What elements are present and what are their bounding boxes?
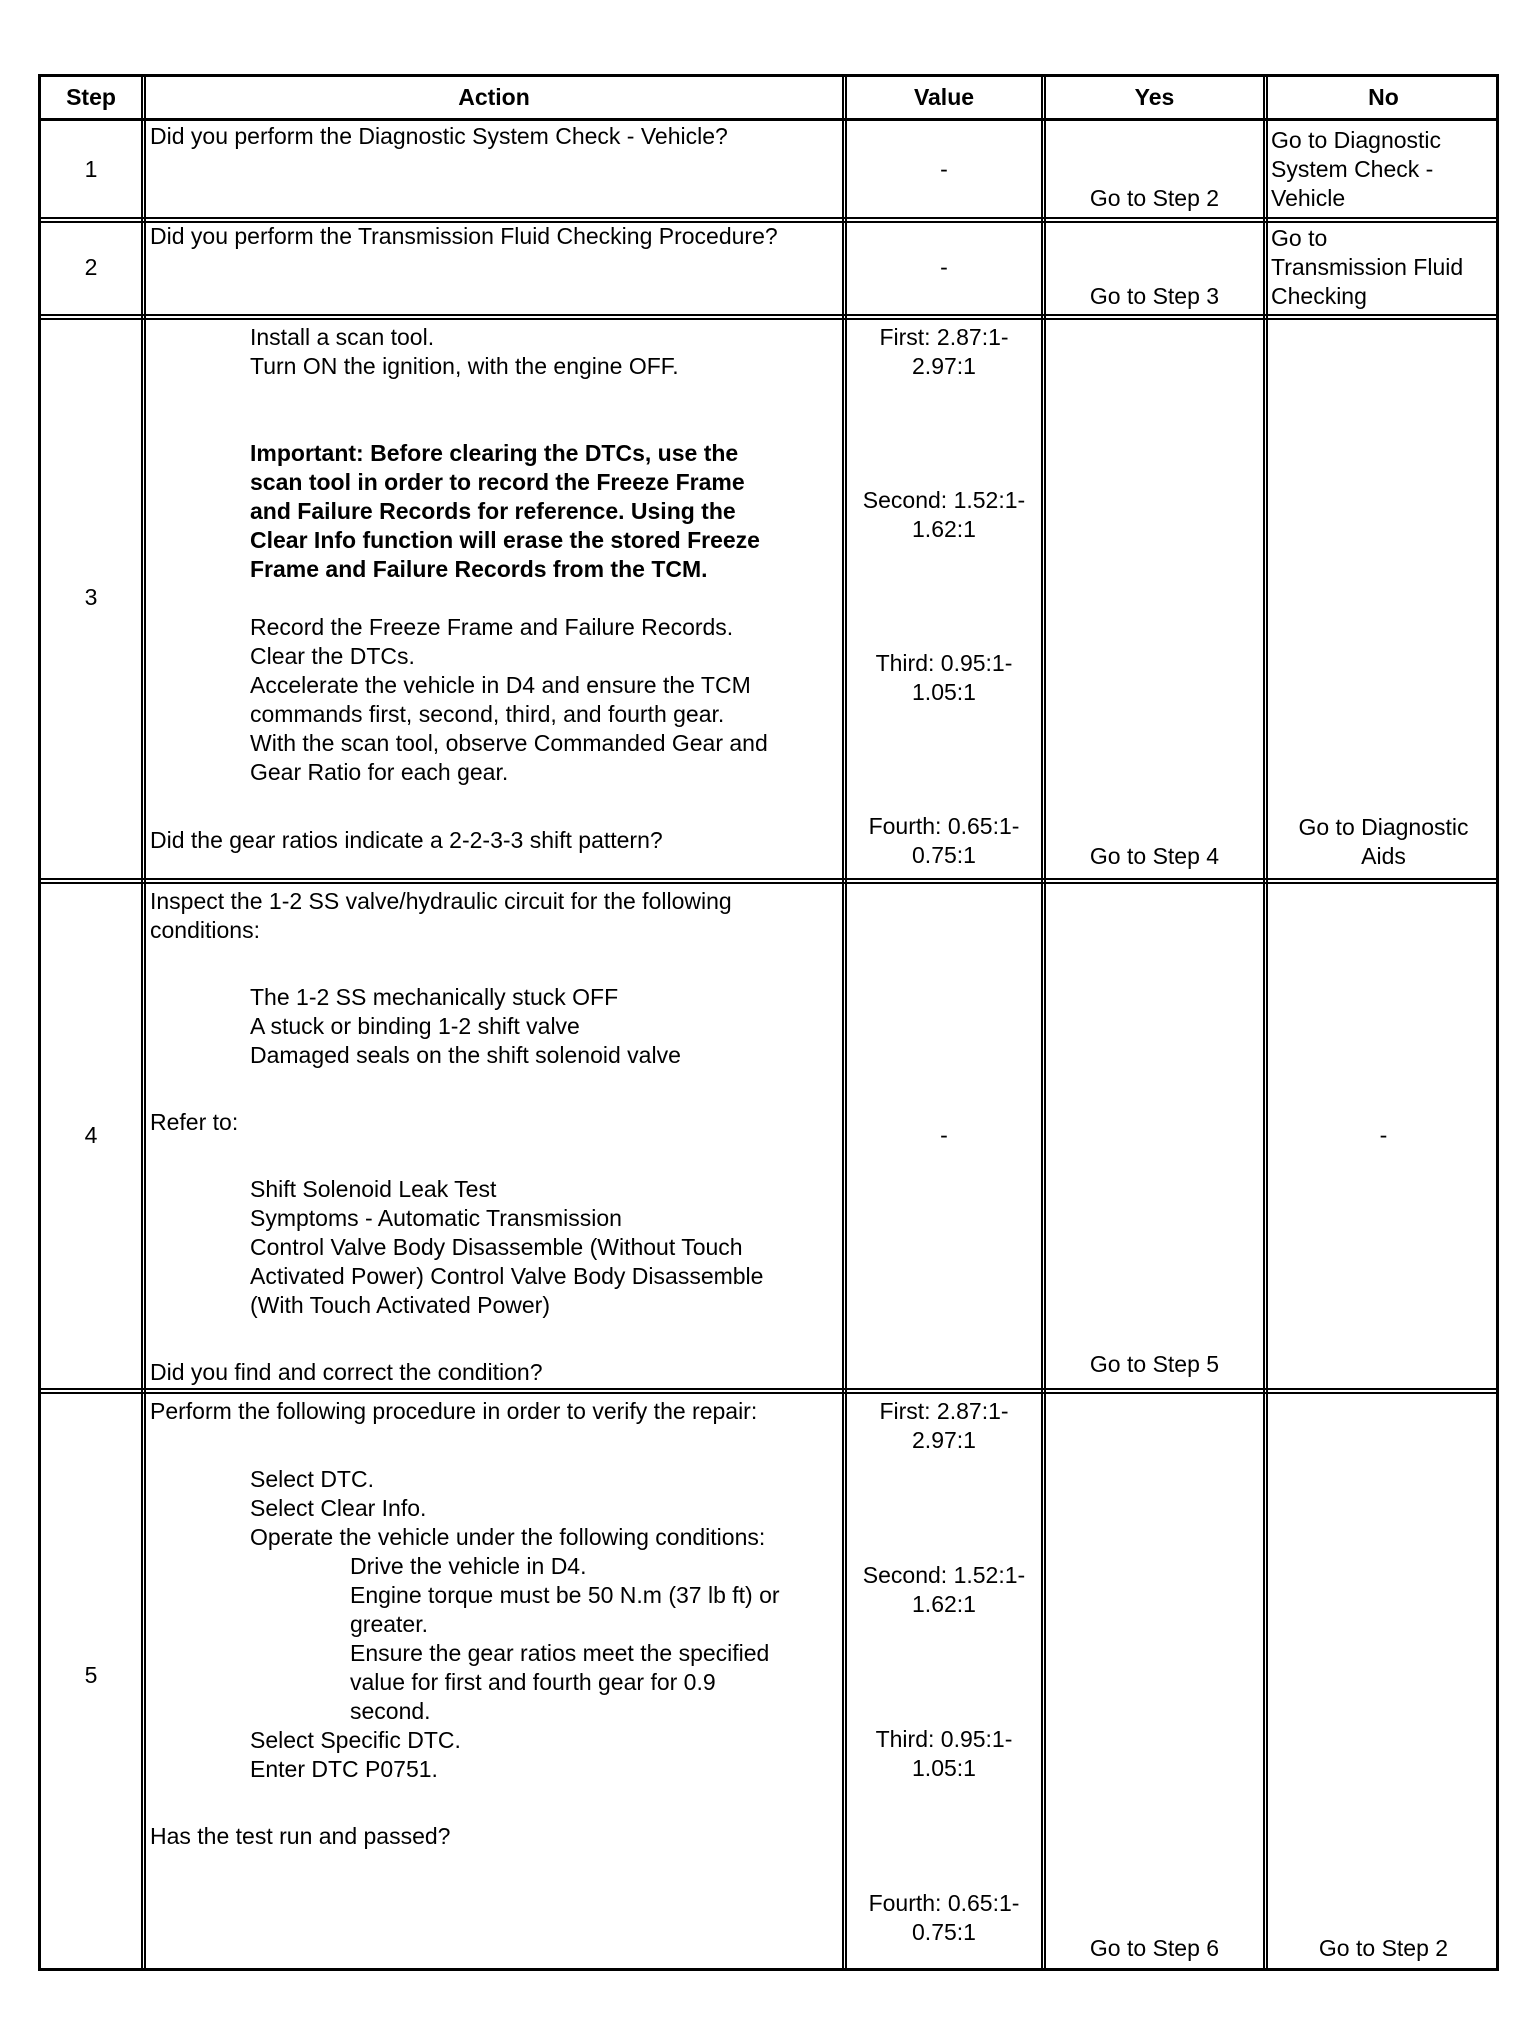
action-text: second. bbox=[350, 1698, 431, 1724]
action-text: Activated Power) Control Valve Body Disassemble bbox=[250, 1263, 764, 1289]
action-text: A stuck or binding 1-2 shift valve bbox=[250, 1013, 580, 1039]
column-divider bbox=[842, 77, 844, 1968]
important-note: and Failure Records for reference. Using the bbox=[250, 498, 736, 524]
action-text: The 1-2 SS mechanically stuck OFF bbox=[250, 984, 619, 1010]
row-divider bbox=[41, 217, 1496, 219]
action-text: Ensure the gear ratios meet the specified bbox=[350, 1640, 770, 1666]
action-text: Did you perform the Transmission Fluid Checking Procedure? bbox=[150, 223, 778, 249]
action-text: Inspect the 1-2 SS valve/hydraulic circuit for the following bbox=[150, 888, 732, 914]
no-cell: - bbox=[1379, 1122, 1388, 1148]
action-question: Did you find and correct the condition? bbox=[150, 1359, 543, 1385]
action-text: Perform the following procedure in order to verify the repair: bbox=[150, 1398, 758, 1424]
important-note: Important: Before clearing the DTCs, use the bbox=[250, 440, 739, 466]
value-text: Second: 1.52:1- bbox=[862, 487, 1026, 513]
action-text: greater. bbox=[350, 1611, 428, 1637]
header-value: Value bbox=[913, 84, 975, 110]
action-text: value for first and fourth gear for 0.9 bbox=[350, 1669, 716, 1695]
header-yes: Yes bbox=[1134, 84, 1175, 110]
no-text: Checking bbox=[1271, 283, 1367, 309]
action-text: conditions: bbox=[150, 917, 260, 943]
header-step: Step bbox=[66, 84, 116, 110]
value-cell: - bbox=[940, 254, 948, 280]
step-number: 1 bbox=[84, 156, 98, 182]
column-divider bbox=[1263, 77, 1265, 1968]
value-cell: - bbox=[940, 156, 948, 182]
action-question: Has the test run and passed? bbox=[150, 1823, 451, 1849]
action-question: Did the gear ratios indicate a 2-2-3-3 shift pattern? bbox=[150, 827, 663, 853]
no-cell bbox=[1271, 224, 1499, 311]
action-text: With the scan tool, observe Commanded Gear and bbox=[250, 730, 768, 756]
action-cell bbox=[150, 122, 840, 151]
value-text: First: 2.87:1- bbox=[879, 324, 1009, 350]
value-text: 1.62:1 bbox=[912, 1591, 976, 1617]
action-cell bbox=[150, 1397, 840, 1851]
row-divider bbox=[41, 318, 1496, 320]
column-divider bbox=[144, 77, 146, 1968]
action-text: Clear the DTCs. bbox=[250, 643, 415, 669]
important-note: Clear Info function will erase the stored Freeze bbox=[250, 527, 760, 553]
value-cell: - bbox=[940, 1122, 948, 1148]
value-text: Fourth: 0.65:1- bbox=[868, 1890, 1020, 1916]
value-text: First: 2.87:1- bbox=[879, 1398, 1009, 1424]
no-text: Go to Diagnostic bbox=[1271, 127, 1442, 153]
action-text: Record the Freeze Frame and Failure Records. bbox=[250, 614, 734, 640]
no-text: Transmission Fluid bbox=[1271, 254, 1464, 280]
value-text: Fourth: 0.65:1- bbox=[868, 813, 1020, 839]
action-text: Shift Solenoid Leak Test bbox=[250, 1176, 497, 1202]
yes-cell: Go to Step 2 bbox=[1089, 185, 1220, 211]
step-number: 4 bbox=[84, 1122, 98, 1148]
no-text: Vehicle bbox=[1271, 185, 1346, 211]
value-text: 2.97:1 bbox=[912, 353, 976, 379]
step-number: 3 bbox=[84, 584, 98, 610]
column-divider bbox=[1044, 77, 1046, 1968]
action-text: Operate the vehicle under the following conditions: bbox=[250, 1524, 766, 1550]
no-text: Aids bbox=[1361, 843, 1406, 869]
value-text: 1.05:1 bbox=[912, 1755, 976, 1781]
action-text: Drive the vehicle in D4. bbox=[350, 1553, 587, 1579]
no-text: Go to Diagnostic bbox=[1298, 814, 1469, 840]
action-cell bbox=[150, 222, 840, 251]
step-number: 5 bbox=[84, 1662, 98, 1688]
value-text: 1.05:1 bbox=[912, 679, 976, 705]
action-cell bbox=[150, 887, 840, 1387]
row-divider bbox=[41, 314, 1496, 316]
no-text: Go to bbox=[1271, 225, 1328, 251]
action-text: Control Valve Body Disassemble (Without Touch bbox=[250, 1234, 743, 1260]
action-text: Select DTC. bbox=[250, 1466, 374, 1492]
yes-cell: Go to Step 3 bbox=[1089, 283, 1220, 309]
value-cell bbox=[847, 323, 1041, 870]
row-divider bbox=[41, 882, 1496, 884]
no-cell bbox=[1271, 126, 1499, 213]
value-text: 2.97:1 bbox=[912, 1427, 976, 1453]
action-text: (With Touch Activated Power) bbox=[250, 1292, 550, 1318]
important-note: scan tool in order to record the Freeze Frame bbox=[250, 469, 745, 495]
action-text: Accelerate the vehicle in D4 and ensure the TCM bbox=[250, 672, 751, 698]
value-text: Third: 0.95:1- bbox=[875, 650, 1013, 676]
no-cell: Go to Step 2 bbox=[1318, 1935, 1449, 1961]
value-text: 0.75:1 bbox=[912, 842, 976, 868]
row-divider bbox=[41, 1388, 1496, 1390]
row-divider bbox=[41, 118, 1496, 121]
row-divider bbox=[41, 878, 1496, 880]
action-text: Refer to: bbox=[150, 1109, 239, 1135]
value-cell bbox=[847, 1397, 1041, 1947]
diagnostic-table bbox=[38, 74, 1499, 1971]
action-text: Engine torque must be 50 N.m (37 lb ft) or bbox=[350, 1582, 780, 1608]
action-cell bbox=[150, 323, 840, 855]
value-text: 1.62:1 bbox=[912, 516, 976, 542]
action-text: Enter DTC P0751. bbox=[250, 1756, 438, 1782]
action-text: Did you perform the Diagnostic System Check - Vehicle? bbox=[150, 123, 728, 149]
action-text: Symptoms - Automatic Transmission bbox=[250, 1205, 622, 1231]
action-text: Install a scan tool. bbox=[250, 324, 435, 350]
step-number: 2 bbox=[84, 254, 98, 280]
action-text: Select Specific DTC. bbox=[250, 1727, 461, 1753]
important-note: Frame and Failure Records from the TCM. bbox=[250, 556, 708, 582]
no-text: System Check - bbox=[1271, 156, 1434, 182]
no-cell bbox=[1268, 813, 1499, 871]
column-divider bbox=[1041, 77, 1043, 1968]
header-no: No bbox=[1368, 84, 1399, 110]
header-action: Action bbox=[458, 84, 530, 110]
value-text: Second: 1.52:1- bbox=[862, 1562, 1026, 1588]
action-text: Damaged seals on the shift solenoid valve bbox=[250, 1042, 681, 1068]
value-text: Third: 0.95:1- bbox=[875, 1726, 1013, 1752]
yes-cell: Go to Step 6 bbox=[1089, 1935, 1220, 1961]
column-divider bbox=[141, 77, 143, 1968]
action-text: Gear Ratio for each gear. bbox=[250, 759, 509, 785]
action-text: Turn ON the ignition, with the engine OFF. bbox=[250, 353, 679, 379]
row-divider bbox=[41, 1392, 1496, 1394]
yes-cell: Go to Step 5 bbox=[1089, 1351, 1220, 1377]
value-text: 0.75:1 bbox=[912, 1919, 976, 1945]
action-text: commands first, second, third, and fourth gear. bbox=[250, 701, 725, 727]
column-divider bbox=[1266, 77, 1268, 1968]
yes-cell: Go to Step 4 bbox=[1089, 843, 1220, 869]
action-text: Select Clear Info. bbox=[250, 1495, 427, 1521]
